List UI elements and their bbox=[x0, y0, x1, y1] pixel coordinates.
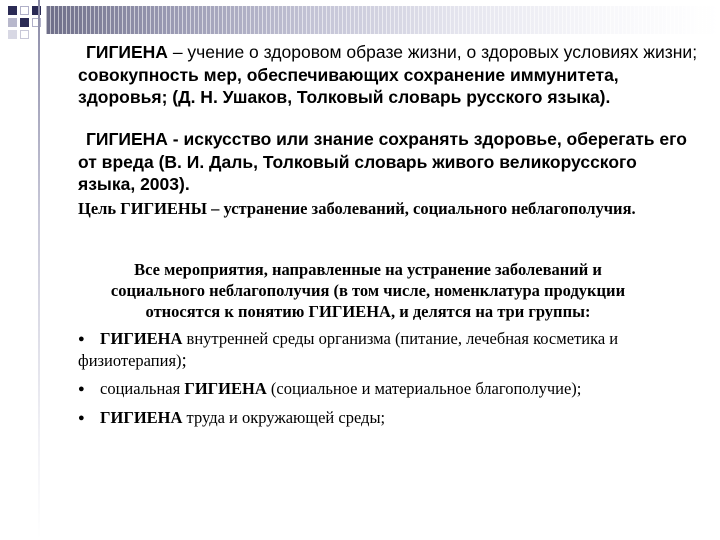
checker-square bbox=[20, 18, 29, 27]
definition-dal-text: ГИГИЕНА - искусство или знание сохранять здоровье, оберегать его от вреда (В. И. Даль, Толковый словарь живого великорусского языка, 2003). bbox=[78, 129, 687, 194]
list-item bbox=[78, 328, 678, 372]
definition-ushakov bbox=[78, 41, 698, 109]
left-vertical-rule bbox=[38, 0, 40, 540]
slide-header-decoration bbox=[0, 0, 720, 40]
list-item-text: труда и окружающей среды; bbox=[182, 408, 386, 427]
checker-square bbox=[8, 6, 17, 15]
list-item-text: внутренней среды организма (питание, лечебная косметика и физиотерапия) bbox=[78, 329, 619, 370]
list-item-term: ГИГИЕНА bbox=[100, 329, 183, 348]
list-item-text-before: социальная bbox=[100, 379, 185, 398]
checker-square bbox=[20, 30, 29, 39]
bullet-icon: ● bbox=[78, 333, 85, 345]
checker-square bbox=[8, 18, 17, 27]
definition-dal bbox=[78, 128, 698, 196]
list-item-term: ГИГИЕНА bbox=[100, 408, 183, 427]
list-item-text: (социальное и материальное благополучие); bbox=[266, 379, 582, 398]
hygiene-goal: Цель ГИГИЕНЫ – устранение заболеваний, социального неблагополучия. bbox=[78, 199, 636, 218]
checker-square bbox=[8, 30, 17, 39]
checker-square bbox=[20, 6, 29, 15]
definition-ushakov-bold: совокупность мер, обеспечивающих сохранение иммунитета, здоровья; (Д. Н. Ушаков, Толковый словарь русского языка). bbox=[78, 64, 619, 107]
bullet-icon: ● bbox=[78, 383, 85, 395]
list-item bbox=[78, 378, 678, 400]
term-hygiene: ГИГИЕНА bbox=[86, 42, 168, 62]
bullet-icon: ● bbox=[78, 412, 85, 424]
definition-ushakov-plain: – учение о здоровом образе жизни, о здоровых условиях жизни; bbox=[167, 42, 698, 62]
measures-intro: Все мероприятия, направленные на устранение заболеваний и социального неблагополучия (в том числе, номенклатура продукции относятся к понятию ГИГИЕНА, и делятся на три группы: bbox=[110, 260, 626, 321]
list-item bbox=[78, 407, 678, 429]
gradient-stripe-bar bbox=[46, 6, 720, 34]
list-item-term: ГИГИЕНА bbox=[184, 379, 267, 398]
list-item-end: ; bbox=[181, 350, 187, 371]
